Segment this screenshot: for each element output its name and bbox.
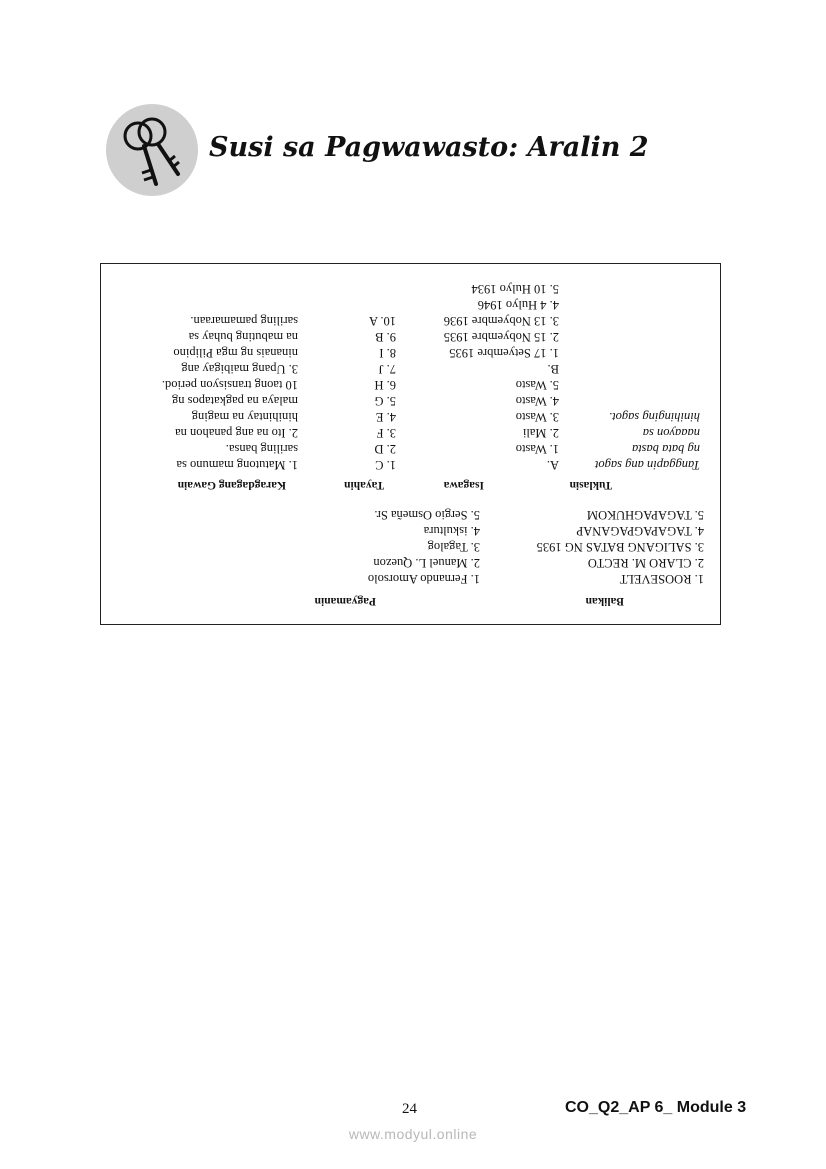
karagdagang-gawain-line: sariling pamamaraan. [190,314,298,328]
pagyamanin-item: 2. Manuel L. Quezon [373,556,480,570]
pagyamanin-item: 5. Sergio Osmeña Sr. [374,508,480,522]
answer-key-rotated [101,264,721,625]
tayahin-item: 3. F [376,426,396,440]
tayahin-item: 2. D [374,442,396,456]
tayahin-item: 4. E [375,410,396,424]
isagawa-a-item: 2. Mali [522,426,559,440]
isagawa-b-item: 1. 17 Setyembre 1935 [449,346,559,360]
tayahin-item: 1. C [375,458,396,472]
module-code: CO_Q2_AP 6_ Module 3 [565,1099,747,1116]
isagawa-a-item: 5. Wasto [515,378,559,392]
answer-key-box [100,263,721,625]
page-number: 24 [402,1101,417,1117]
tayahin-item: 6. H [374,378,396,392]
karagdagang-gawain-line: sariling bansa. [225,442,298,456]
tuklasin-line: ng bata basta [631,442,700,456]
isagawa-a-item: 1. Wasto [515,442,559,456]
karagdagang-gawain-line: 3. Upang maibigay ang [181,362,298,376]
tayahin-item: 5. G [374,394,396,408]
keys-icon [106,104,198,196]
tayahin-item: 7. J [378,362,396,376]
balikan-item: 4. TAGAPAGPAGANAP [576,524,704,538]
balikan-heading: Balikan [585,595,624,607]
tayahin-item: 8. I [379,346,396,360]
tuklasin-line: naaayon sa [642,426,700,440]
isagawa-heading: Isagawa [443,479,484,491]
karagdagang-gawain-heading: Karagdagang Gawain [177,479,286,491]
karagdagang-gawain-line: hinihintay na maging [191,410,298,424]
pagyamanin-heading: Pagyamanin [314,595,376,607]
tuklasin-heading: Tuklasin [569,479,612,491]
tayahin-item: 9. B [375,330,396,344]
pagyamanin-item: 3. Tagalog [427,540,480,554]
pagyamanin-item: 4. iskultura [423,524,480,538]
karagdagang-gawain-line: malaya na pagkatapos ng [172,394,298,408]
page-title: Susi sa Pagwawasto: Aralin 2 [209,132,649,163]
isagawa-b-item: 5. 10 Hulyo 1934 [471,282,559,296]
karagdagang-gawain-line: 1. Matutong mamuno sa [176,458,298,472]
watermark: www.modyul.online [348,1126,478,1142]
isagawa-b-item: 4. 4 Hulyo 1946 [477,298,559,312]
tuklasin-line: Tanggapin ang sagot [594,458,700,472]
tuklasin-line: hinihinging sagot. [609,410,700,424]
balikan-item: 1. ROOSEVELT [619,572,704,586]
isagawa-b-item: 3. 13 Nobyembre 1936 [443,314,559,328]
karagdagang-gawain-line: ninanais ng mga Pilipino [173,346,298,360]
isagawa-a-label: A. [546,458,559,472]
balikan-item: 3. SALIGANG BATAS NG 1935 [536,540,704,554]
balikan-item: 2. CLARO M. RECTO [587,556,704,570]
karagdagang-gawain-line: 10 taong transisyon period. [161,378,298,392]
isagawa-b-item: 2. 15 Nobyembre 1935 [443,330,559,344]
pagyamanin-item: 1. Fernando Amorsolo [367,572,480,586]
tayahin-item: 10. A [368,314,396,328]
karagdagang-gawain-line: 2. Ito na ang panahon na [175,426,298,440]
balikan-item: 5. TAGAPAGHUKOM [586,508,704,522]
isagawa-b-label: B. [547,362,559,376]
isagawa-a-item: 4. Wasto [515,394,559,408]
tayahin-heading: Tayahin [344,479,384,491]
karagdagang-gawain-line: na mabuting buhay sa [188,330,298,344]
isagawa-a-item: 3. Wasto [515,410,559,424]
